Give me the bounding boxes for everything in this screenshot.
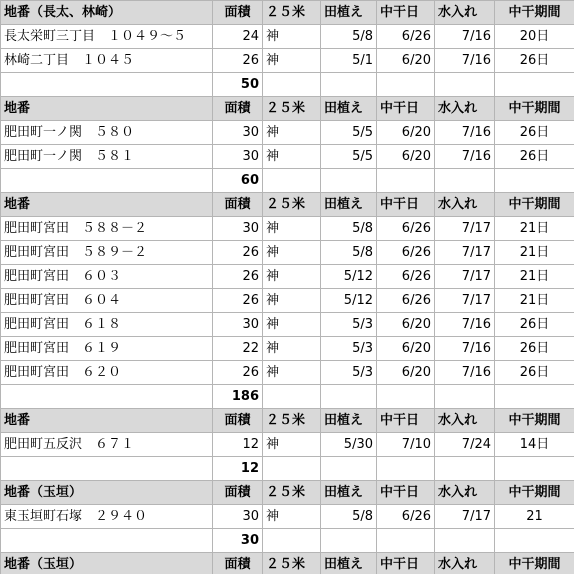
plot-name-cell[interactable]: 肥田町宮田 ６２０ xyxy=(1,361,213,385)
header-water-cell[interactable]: 水入れ xyxy=(435,97,495,121)
table-row xyxy=(1,265,574,289)
plot-name-cell[interactable]: 肥田町一ノ関 ５８０ xyxy=(1,121,213,145)
empty-cell[interactable] xyxy=(435,169,495,193)
middry-date-cell[interactable]: 6/26 xyxy=(377,25,435,49)
header-area-cell[interactable]: 面積 xyxy=(213,1,263,25)
middry-period-cell[interactable]: 14日 xyxy=(495,433,574,457)
empty-cell[interactable] xyxy=(377,385,435,409)
area-cell[interactable]: 26 xyxy=(213,265,263,289)
water-date-cell[interactable]: 7/16 xyxy=(435,313,495,337)
middry-period-cell[interactable]: 21日 xyxy=(495,265,574,289)
rice-variety-cell[interactable]: 神 xyxy=(263,289,321,313)
plot-name-cell[interactable]: 肥田町宮田 ６１８ xyxy=(1,313,213,337)
section-header-row xyxy=(1,409,574,433)
section-header-row xyxy=(1,193,574,217)
table-row xyxy=(1,217,574,241)
area-cell[interactable]: 26 xyxy=(213,289,263,313)
header-rice-cell[interactable]: ２５米 xyxy=(263,193,321,217)
empty-cell[interactable] xyxy=(263,169,321,193)
planting-date-cell[interactable]: 5/5 xyxy=(321,121,377,145)
header-area-cell[interactable]: 面積 xyxy=(213,409,263,433)
water-date-cell[interactable]: 7/16 xyxy=(435,145,495,169)
empty-cell[interactable] xyxy=(377,529,435,553)
middry-period-cell[interactable]: 26日 xyxy=(495,145,574,169)
empty-cell[interactable] xyxy=(435,529,495,553)
subtotal-row xyxy=(1,73,574,97)
header-middry-period-cell[interactable]: 中干期間 xyxy=(495,97,574,121)
empty-cell[interactable] xyxy=(1,529,213,553)
middry-period-cell[interactable]: 21 xyxy=(495,505,574,529)
middry-period-cell[interactable]: 26日 xyxy=(495,313,574,337)
water-date-cell[interactable]: 7/17 xyxy=(435,505,495,529)
planting-date-cell[interactable]: 5/8 xyxy=(321,505,377,529)
header-middry-cell[interactable]: 中干日 xyxy=(377,553,435,574)
table-row xyxy=(1,121,574,145)
table-row xyxy=(1,25,574,49)
section-header-row xyxy=(1,553,574,574)
planting-date-cell[interactable]: 5/12 xyxy=(321,289,377,313)
section-title-cell[interactable]: 地番 xyxy=(1,409,213,433)
middry-date-cell[interactable]: 7/10 xyxy=(377,433,435,457)
header-planting-cell[interactable]: 田植え xyxy=(321,97,377,121)
header-rice-cell[interactable]: ２５米 xyxy=(263,481,321,505)
area-total-cell[interactable]: 186 xyxy=(213,385,263,409)
rice-variety-cell[interactable]: 神 xyxy=(263,217,321,241)
header-middry-period-cell[interactable]: 中干期間 xyxy=(495,553,574,574)
planting-date-cell[interactable]: 5/5 xyxy=(321,145,377,169)
subtotal-row xyxy=(1,169,574,193)
planting-date-cell[interactable]: 5/12 xyxy=(321,265,377,289)
section-title-cell[interactable]: 地番 xyxy=(1,193,213,217)
middry-date-cell[interactable]: 6/20 xyxy=(377,313,435,337)
area-cell[interactable]: 26 xyxy=(213,241,263,265)
planting-date-cell[interactable]: 5/1 xyxy=(321,49,377,73)
area-total-cell[interactable]: 60 xyxy=(213,169,263,193)
header-middry-cell[interactable]: 中干日 xyxy=(377,1,435,25)
middry-period-cell[interactable]: 26日 xyxy=(495,361,574,385)
area-total-cell[interactable]: 30 xyxy=(213,529,263,553)
empty-cell[interactable] xyxy=(1,457,213,481)
empty-cell[interactable] xyxy=(263,73,321,97)
header-middry-cell[interactable]: 中干日 xyxy=(377,193,435,217)
middry-period-cell[interactable]: 21日 xyxy=(495,289,574,313)
rice-variety-cell[interactable]: 神 xyxy=(263,361,321,385)
middry-date-cell[interactable]: 6/20 xyxy=(377,49,435,73)
empty-cell[interactable] xyxy=(321,385,377,409)
empty-cell[interactable] xyxy=(435,385,495,409)
area-cell[interactable]: 12 xyxy=(213,433,263,457)
table-row xyxy=(1,505,574,529)
water-date-cell[interactable]: 7/17 xyxy=(435,289,495,313)
water-date-cell[interactable]: 7/16 xyxy=(435,361,495,385)
middry-date-cell[interactable]: 6/26 xyxy=(377,241,435,265)
empty-cell[interactable] xyxy=(263,529,321,553)
header-middry-cell[interactable]: 中干日 xyxy=(377,409,435,433)
header-middry-period-cell[interactable]: 中干期間 xyxy=(495,409,574,433)
header-area-cell[interactable]: 面積 xyxy=(213,193,263,217)
empty-cell[interactable] xyxy=(321,73,377,97)
empty-cell[interactable] xyxy=(321,457,377,481)
planting-date-cell[interactable]: 5/30 xyxy=(321,433,377,457)
table-row xyxy=(1,49,574,73)
planting-date-cell[interactable]: 5/3 xyxy=(321,313,377,337)
plot-name-cell[interactable]: 長太栄町三丁目 １０４９～５ xyxy=(1,25,213,49)
rice-variety-cell[interactable]: 神 xyxy=(263,265,321,289)
table-row xyxy=(1,241,574,265)
plot-name-cell[interactable]: 肥田町宮田 ６０３ xyxy=(1,265,213,289)
area-cell[interactable]: 30 xyxy=(213,121,263,145)
header-rice-cell[interactable]: ２５米 xyxy=(263,409,321,433)
empty-cell[interactable] xyxy=(495,529,574,553)
middry-date-cell[interactable]: 6/20 xyxy=(377,145,435,169)
planting-date-cell[interactable]: 5/8 xyxy=(321,241,377,265)
empty-cell[interactable] xyxy=(377,73,435,97)
plot-name-cell[interactable]: 肥田町宮田 ５８８－２ xyxy=(1,217,213,241)
section-header-row xyxy=(1,97,574,121)
header-water-cell[interactable]: 水入れ xyxy=(435,193,495,217)
area-cell[interactable]: 30 xyxy=(213,145,263,169)
table-row xyxy=(1,361,574,385)
empty-cell[interactable] xyxy=(435,457,495,481)
table-row xyxy=(1,145,574,169)
middry-period-cell[interactable]: 20日 xyxy=(495,25,574,49)
empty-cell[interactable] xyxy=(495,457,574,481)
plot-name-cell[interactable]: 林崎二丁目 １０４５ xyxy=(1,49,213,73)
empty-cell[interactable] xyxy=(321,169,377,193)
area-total-cell[interactable]: 50 xyxy=(213,73,263,97)
section-header-row xyxy=(1,481,574,505)
middry-period-cell[interactable]: 26日 xyxy=(495,49,574,73)
subtotal-row xyxy=(1,529,574,553)
water-date-cell[interactable]: 7/17 xyxy=(435,241,495,265)
plot-name-cell[interactable]: 肥田町宮田 ５８９－２ xyxy=(1,241,213,265)
section-title-cell[interactable]: 地番（長太、林崎） xyxy=(1,1,213,25)
plot-name-cell[interactable]: 肥田町宮田 ６０４ xyxy=(1,289,213,313)
empty-cell[interactable] xyxy=(495,73,574,97)
water-date-cell[interactable]: 7/24 xyxy=(435,433,495,457)
planting-date-cell[interactable]: 5/8 xyxy=(321,25,377,49)
middry-date-cell[interactable]: 6/26 xyxy=(377,289,435,313)
middry-date-cell[interactable]: 6/26 xyxy=(377,217,435,241)
empty-cell[interactable] xyxy=(495,169,574,193)
empty-cell[interactable] xyxy=(263,385,321,409)
water-date-cell[interactable]: 7/16 xyxy=(435,25,495,49)
header-planting-cell[interactable]: 田植え xyxy=(321,553,377,574)
section-title-cell[interactable]: 地番（玉垣） xyxy=(1,481,213,505)
empty-cell[interactable] xyxy=(435,73,495,97)
section-title-cell[interactable]: 地番 xyxy=(1,97,213,121)
header-area-cell[interactable]: 面積 xyxy=(213,553,263,574)
middry-date-cell[interactable]: 6/20 xyxy=(377,361,435,385)
subtotal-row xyxy=(1,385,574,409)
area-cell[interactable]: 30 xyxy=(213,217,263,241)
header-area-cell[interactable]: 面積 xyxy=(213,481,263,505)
empty-cell[interactable] xyxy=(263,457,321,481)
table-row xyxy=(1,313,574,337)
header-middry-period-cell[interactable]: 中干期間 xyxy=(495,481,574,505)
plot-name-cell[interactable]: 肥田町宮田 ６１９ xyxy=(1,337,213,361)
rice-variety-cell[interactable]: 神 xyxy=(263,337,321,361)
middry-date-cell[interactable]: 6/20 xyxy=(377,121,435,145)
section-title-cell[interactable]: 地番（玉垣） xyxy=(1,553,213,574)
header-planting-cell[interactable]: 田植え xyxy=(321,409,377,433)
water-date-cell[interactable]: 7/17 xyxy=(435,265,495,289)
middry-date-cell[interactable]: 6/26 xyxy=(377,505,435,529)
table-row xyxy=(1,289,574,313)
empty-cell[interactable] xyxy=(1,73,213,97)
subtotal-row xyxy=(1,457,574,481)
header-area-cell[interactable]: 面積 xyxy=(213,97,263,121)
rice-variety-cell[interactable]: 神 xyxy=(263,49,321,73)
area-cell[interactable]: 24 xyxy=(213,25,263,49)
header-middry-cell[interactable]: 中干日 xyxy=(377,97,435,121)
empty-cell[interactable] xyxy=(321,529,377,553)
middry-date-cell[interactable]: 6/20 xyxy=(377,337,435,361)
header-water-cell[interactable]: 水入れ xyxy=(435,409,495,433)
header-planting-cell[interactable]: 田植え xyxy=(321,481,377,505)
table-row xyxy=(1,337,574,361)
area-cell[interactable]: 26 xyxy=(213,49,263,73)
water-date-cell[interactable]: 7/16 xyxy=(435,121,495,145)
area-cell[interactable]: 30 xyxy=(213,505,263,529)
middry-period-cell[interactable]: 21日 xyxy=(495,217,574,241)
header-middry-cell[interactable]: 中干日 xyxy=(377,481,435,505)
planting-date-cell[interactable]: 5/3 xyxy=(321,337,377,361)
water-date-cell[interactable]: 7/17 xyxy=(435,217,495,241)
middry-date-cell[interactable]: 6/26 xyxy=(377,265,435,289)
area-total-cell[interactable]: 12 xyxy=(213,457,263,481)
rice-variety-cell[interactable]: 神 xyxy=(263,25,321,49)
header-rice-cell[interactable]: ２５米 xyxy=(263,553,321,574)
rice-variety-cell[interactable]: 神 xyxy=(263,433,321,457)
planting-date-cell[interactable]: 5/3 xyxy=(321,361,377,385)
rice-variety-cell[interactable]: 神 xyxy=(263,313,321,337)
header-water-cell[interactable]: 水入れ xyxy=(435,553,495,574)
header-rice-cell[interactable]: ２５米 xyxy=(263,1,321,25)
middry-period-cell[interactable]: 26日 xyxy=(495,337,574,361)
section-header-row xyxy=(1,1,574,25)
empty-cell[interactable] xyxy=(1,385,213,409)
plot-name-cell[interactable]: 肥田町五反沢 ６７１ xyxy=(1,433,213,457)
rice-variety-cell[interactable]: 神 xyxy=(263,241,321,265)
area-cell[interactable]: 26 xyxy=(213,361,263,385)
plot-name-cell[interactable]: 東玉垣町石塚 ２９４０ xyxy=(1,505,213,529)
middry-period-cell[interactable]: 21日 xyxy=(495,241,574,265)
rice-variety-cell[interactable]: 神 xyxy=(263,121,321,145)
area-cell[interactable]: 22 xyxy=(213,337,263,361)
empty-cell[interactable] xyxy=(1,169,213,193)
rice-variety-cell[interactable]: 神 xyxy=(263,505,321,529)
header-middry-period-cell[interactable]: 中干期間 xyxy=(495,1,574,25)
empty-cell[interactable] xyxy=(377,457,435,481)
rice-variety-cell[interactable]: 神 xyxy=(263,145,321,169)
table-row xyxy=(1,433,574,457)
middry-period-cell[interactable]: 26日 xyxy=(495,121,574,145)
water-date-cell[interactable]: 7/16 xyxy=(435,49,495,73)
planting-date-cell[interactable]: 5/8 xyxy=(321,217,377,241)
header-planting-cell[interactable]: 田植え xyxy=(321,1,377,25)
empty-cell[interactable] xyxy=(377,169,435,193)
water-date-cell[interactable]: 7/16 xyxy=(435,337,495,361)
header-water-cell[interactable]: 水入れ xyxy=(435,1,495,25)
header-water-cell[interactable]: 水入れ xyxy=(435,481,495,505)
empty-cell[interactable] xyxy=(495,385,574,409)
header-rice-cell[interactable]: ２５米 xyxy=(263,97,321,121)
plot-name-cell[interactable]: 肥田町一ノ関 ５８１ xyxy=(1,145,213,169)
header-planting-cell[interactable]: 田植え xyxy=(321,193,377,217)
header-middry-period-cell[interactable]: 中干期間 xyxy=(495,193,574,217)
area-cell[interactable]: 30 xyxy=(213,313,263,337)
